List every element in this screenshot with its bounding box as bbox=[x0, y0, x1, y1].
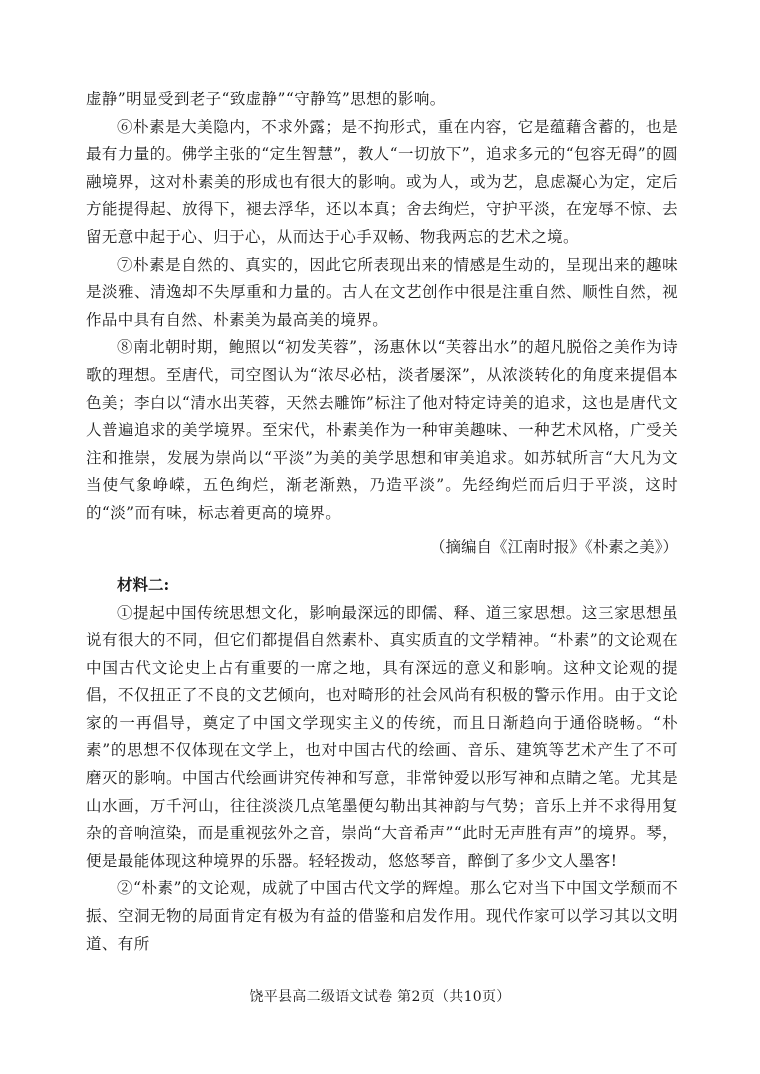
page-footer: 饶平县高二级语文试卷 第2页（共10页） bbox=[249, 989, 511, 1005]
source-citation: （摘编自《江南时报》《朴素之美》） bbox=[429, 537, 678, 556]
paragraph-6: ⑥朴素是大美隐内，不求外露；是不拘形式，重在内容，它是蕴藉含蓄的，也是最有力量的。佛学主张的“定生智慧”，教人“一切放下”，追求多元的“包容无碍”的圆融境界，这对朴素美的形成也有很大的影响。或为人，或为艺，息虑凝心为定，定后方能提得起、放得下，褪去浮华，还以本真；舍去绚烂，守护平淡，在宠辱不惊、去留无意中起于心、归于心，从而达于心手双畅、物我两忘的艺术之境。 bbox=[86, 117, 678, 246]
material2-paragraph-2: ②“朴素”的文论观，成就了中国古代文学的辉煌。那么它对当下中国文学颓而不振、空洞无物的局面肯定有极为有益的借鉴和启发作用。现代作家可以学习其以文明道、有所 bbox=[86, 879, 678, 953]
section-title-material-2: 材料二: bbox=[117, 574, 170, 594]
paragraph-8: ⑧南北朝时期，鲍照以“初发芙蓉”，汤惠休以“芙蓉出水”的超凡脱俗之美作为诗歌的理想。至唐代，司空图认为“浓尽必枯，淡者屡深”，从浓淡转化的角度来提倡本色美；李白以“清水出芙蓉，天然去雕饰”标注了他对特定诗美的追求，这也是唐代文人普遍追求的美学境界。至宋代，朴素美作为一种审美趣味、一种艺术风格，广受关注和推崇，发展为崇尚以“平淡”为美的美学思想和审美追求。如苏轼所言“大凡为文当使气象峥嵘，五色绚烂，渐老渐熟，乃造平淡”。先经绚烂而后归于平淡，这时的“淡”而有味，标志着更高的境界。 bbox=[86, 338, 678, 522]
material2-paragraph-1: ①提起中国传统思想文化，影响最深远的即儒、释、道三家思想。这三家思想虽说有很大的不同，但它们都提倡自然素朴、真实质直的文学精神。“朴素”的文论观在中国古代文论史上占有重要的一席之地，具有深远的意义和影响。这种文论观的提倡，不仅扭正了不良的文艺倾向，也对畸形的社会风尚有积极的警示作用。由于文论家的一再倡导，奠定了中国文学现实主义的传统，而且日渐趋向于通俗晓畅。“朴素”的思想不仅体现在文学上，也对中国古代的绘画、音乐、建筑等艺术产生了不可磨灭的影响。中国古代绘画讲究传神和写意，非常钟爱以形写神和点睛之笔。尤其是山水画，万千河山，往往淡淡几点笔墨便勾勒出其神韵与气势；音乐上并不求得用复杂的音响渲染，而是重视弦外之音，崇尚“大音希声”“此时无声胜有声”的境界。琴，便是最能体现这种境界的乐器。轻轻拨动，悠悠琴音，醉倒了多少文人墨客! bbox=[86, 603, 678, 870]
page-content bbox=[86, 86, 678, 958]
paragraph-continuation: 虚静”明显受到老子“致虚静”“守静笃”思想的影响。 bbox=[86, 90, 446, 108]
paragraph-7: ⑦朴素是自然的、真实的，因此它所表现出来的情感是生动的，呈现出来的趣味是淡雅、清逸却不失厚重和力量的。古人在文艺创作中很是注重自然、顺性自然，视作品中具有自然、朴素美为最高美的境界。 bbox=[86, 255, 678, 329]
